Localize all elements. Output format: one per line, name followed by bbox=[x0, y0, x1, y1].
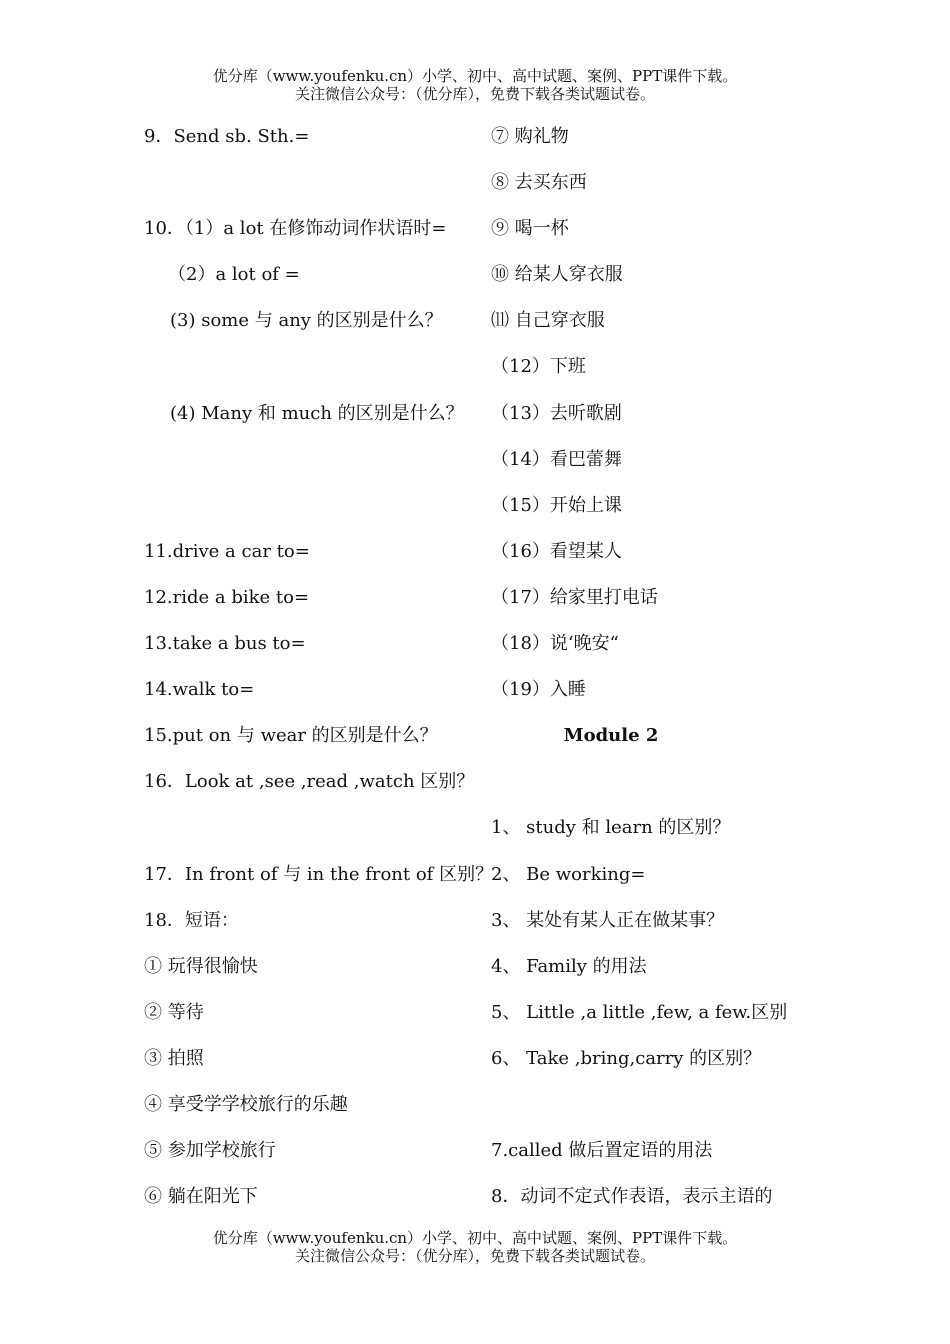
item-15: 15.put on 与 wear 的区别是什么？ bbox=[144, 725, 438, 747]
right-column bbox=[491, 114, 821, 1220]
module-item-8: 8．动词不定式作表语，表示主语的 bbox=[491, 1186, 773, 1208]
item-14: 14.walk to= bbox=[144, 679, 255, 701]
item-16: 16．Look at ,see ,read ,watch 区别？ bbox=[144, 771, 475, 793]
item-17: 17．In front of 与 in the front of 区别？ bbox=[144, 863, 494, 885]
item-11: 11.drive a car to= bbox=[144, 540, 310, 562]
left-column bbox=[144, 114, 494, 1220]
phrase-6: ⑥ 躺在阳光下 bbox=[144, 1186, 258, 1208]
item-13: 13.take a bus to= bbox=[144, 633, 306, 655]
phrase-10: ⑩ 给某人穿衣服 bbox=[491, 264, 623, 286]
header-line-1: 优分库（www.youfenku.cn）小学、初中、高中试题、案例、PPT课件下载。 bbox=[212, 67, 738, 85]
phrase-1: ① 玩得很愉快 bbox=[144, 955, 258, 977]
module-item-5: 5、 Little ,a little ,few, a few.区别 bbox=[491, 1001, 788, 1023]
blank-line bbox=[491, 759, 821, 805]
phrase-16: （16）看望某人 bbox=[491, 540, 622, 562]
item-10-4: (4) Many 和 much 的区别是什么？ bbox=[170, 402, 464, 424]
blank-line bbox=[144, 805, 474, 851]
phrase-13: （13）去听歌剧 bbox=[491, 402, 622, 424]
phrase-18: （18）说‘晚安“ bbox=[491, 633, 619, 655]
blank-line bbox=[144, 437, 474, 483]
blank-line bbox=[491, 1082, 821, 1128]
header-line-2: 关注微信公众号：（优分库），免费下载各类试题试卷。 bbox=[294, 85, 655, 103]
item-10-1: 10．（1）a lot 在修饰动词作状语时= bbox=[144, 218, 447, 240]
footer-line-2: 关注微信公众号：（优分库），免费下载各类试题试卷。 bbox=[294, 1247, 655, 1265]
phrase-9: ⑨ 喝一杯 bbox=[491, 218, 569, 240]
item-18: 18．短语： bbox=[144, 909, 239, 931]
phrase-3: ③ 拍照 bbox=[144, 1047, 204, 1069]
blank-line bbox=[144, 344, 474, 390]
phrase-14: （14）看巴蕾舞 bbox=[491, 448, 622, 470]
phrase-7: ⑦ 购礼物 bbox=[491, 126, 569, 147]
module-item-7: 7.called 做后置定语的用法 bbox=[491, 1140, 713, 1162]
footer-line-1: 优分库（www.youfenku.cn）小学、初中、高中试题、案例、PPT课件下载。 bbox=[212, 1229, 738, 1247]
phrase-17: （17）给家里打电话 bbox=[491, 586, 658, 608]
page-footer bbox=[0, 1229, 950, 1265]
item-9: 9．Send sb. Sth.= bbox=[144, 126, 310, 147]
item-10-2: （2）a lot of = bbox=[168, 264, 300, 286]
phrase-5: ⑤ 参加学校旅行 bbox=[144, 1140, 276, 1162]
module-item-6: 6、 Take ,bring,carry 的区别？ bbox=[491, 1047, 762, 1069]
phrase-12: （12）下班 bbox=[491, 356, 586, 378]
phrase-19: （19）入睡 bbox=[491, 679, 586, 701]
phrase-2: ② 等待 bbox=[144, 1001, 204, 1023]
item-12: 12.ride a bike to= bbox=[144, 586, 310, 608]
page-header bbox=[0, 67, 950, 103]
module-item-2: 2、 Be working= bbox=[491, 863, 646, 885]
module-heading: Module 2 bbox=[563, 725, 659, 747]
module-item-1: 1、 study 和 learn 的区别？ bbox=[491, 817, 731, 839]
module-item-4: 4、 Family 的用法 bbox=[491, 955, 647, 977]
phrase-8: ⑧ 去买东西 bbox=[491, 172, 587, 194]
phrase-15: （15）开始上课 bbox=[491, 494, 622, 516]
item-10-3: (3) some 与 any 的区别是什么？ bbox=[170, 310, 443, 332]
phrase-4: ④ 享受学学校旅行的乐趣 bbox=[144, 1093, 348, 1115]
blank-line bbox=[144, 160, 474, 206]
module-item-3: 3、 某处有某人正在做某事？ bbox=[491, 909, 725, 931]
blank-line bbox=[144, 483, 474, 529]
phrase-11: ⑾ 自己穿衣服 bbox=[491, 310, 605, 332]
